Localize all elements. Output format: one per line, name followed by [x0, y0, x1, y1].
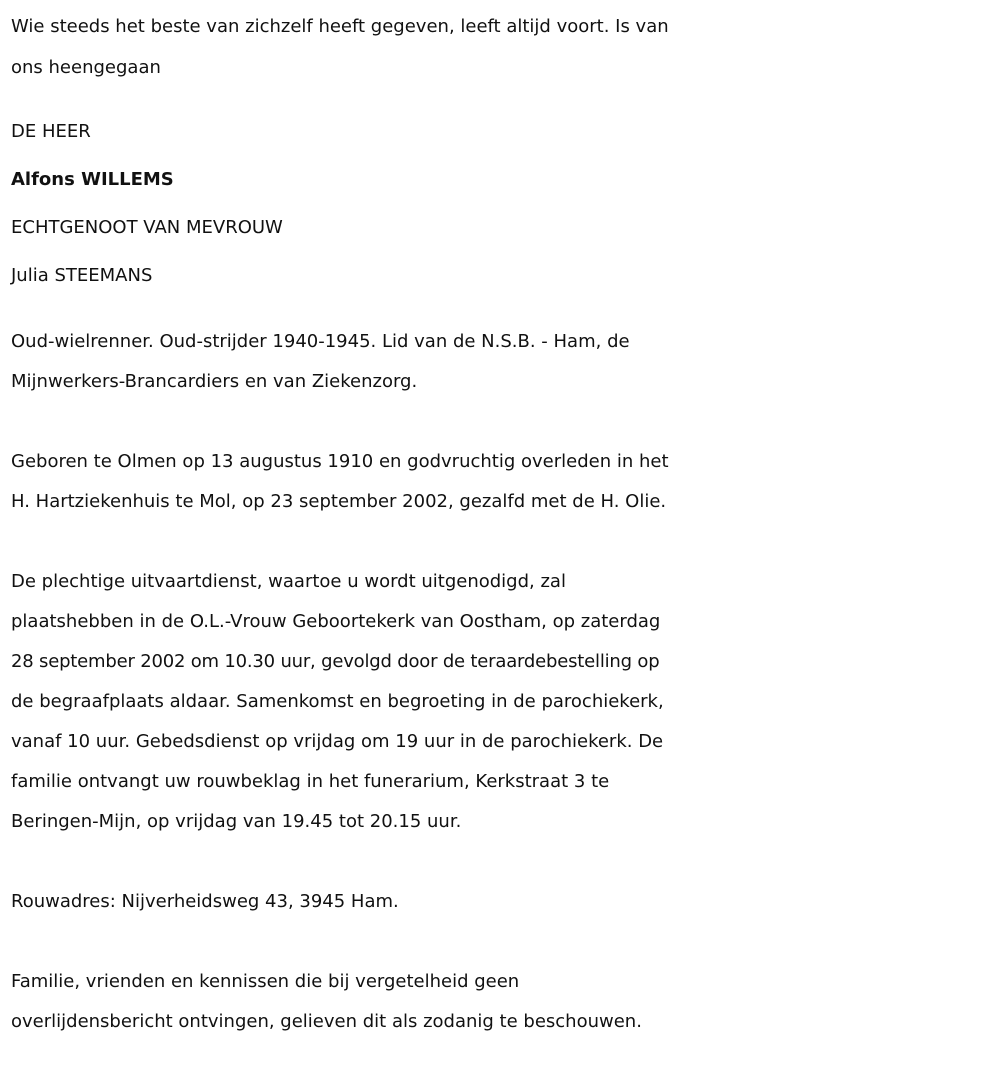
birth-death-line-1: Geboren te Olmen op 13 augustus 1910 en godvruchtig overleden in het: [11, 451, 669, 472]
deceased-relation: ECHTGENOOT VAN MEVROUW: [11, 217, 283, 238]
intro-paragraph: [11, 6, 991, 88]
birth-death-line-2: H. Hartziekenhuis te Mol, op 23 september 2002, gezalfd met de H. Olie.: [11, 491, 667, 512]
deceased-title: DE HEER: [11, 121, 91, 142]
deceased-spouse: Julia STEEMANS: [11, 265, 153, 286]
birth-death-paragraph: [11, 442, 991, 522]
closing-paragraph: [11, 962, 991, 1042]
biography-paragraph: [11, 322, 991, 402]
address-line-1: Rouwadres: Nijverheidsweg 43, 3945 Ham.: [11, 891, 399, 912]
funeral-line-5: vanaf 10 uur. Gebedsdienst op vrijdag om 19 uur in de parochiekerk. De: [11, 731, 664, 752]
biography-line-1: Oud-wielrenner. Oud-strijder 1940-1945. Lid van de N.S.B. - Ham, de: [11, 331, 630, 352]
funeral-line-6: familie ontvangt uw rouwbeklag in het funerarium, Kerkstraat 3 te: [11, 771, 610, 792]
deceased-block: [11, 108, 991, 300]
funeral-line-7: Beringen-Mijn, op vrijdag van 19.45 tot 20.15 uur.: [11, 811, 462, 832]
funeral-line-2: plaatshebben in de O.L.-Vrouw Geboortekerk van Oostham, op zaterdag: [11, 611, 661, 632]
funeral-line-1: De plechtige uitvaartdienst, waartoe u wordt uitgenodigd, zal: [11, 571, 566, 592]
deceased-name: Alfons WILLEMS: [11, 169, 174, 190]
closing-line-1: Familie, vrienden en kennissen die bij vergetelheid geen: [11, 971, 520, 992]
funeral-line-4: de begraafplaats aldaar. Samenkomst en begroeting in de parochiekerk,: [11, 691, 664, 712]
intro-line-1: Wie steeds het beste van zichzelf heeft gegeven, leeft altijd voort. Is van: [11, 16, 669, 37]
funeral-line-3: 28 september 2002 om 10.30 uur, gevolgd door de teraardebestelling op: [11, 651, 660, 672]
intro-line-2: ons heengegaan: [11, 57, 161, 78]
closing-line-2: overlijdensbericht ontvingen, gelieven dit als zodanig te beschouwen.: [11, 1011, 642, 1032]
address-paragraph: [11, 882, 991, 922]
obituary-document: [11, 6, 991, 1042]
biography-line-2: Mijnwerkers-Brancardiers en van Ziekenzorg.: [11, 371, 418, 392]
funeral-paragraph: [11, 562, 991, 842]
